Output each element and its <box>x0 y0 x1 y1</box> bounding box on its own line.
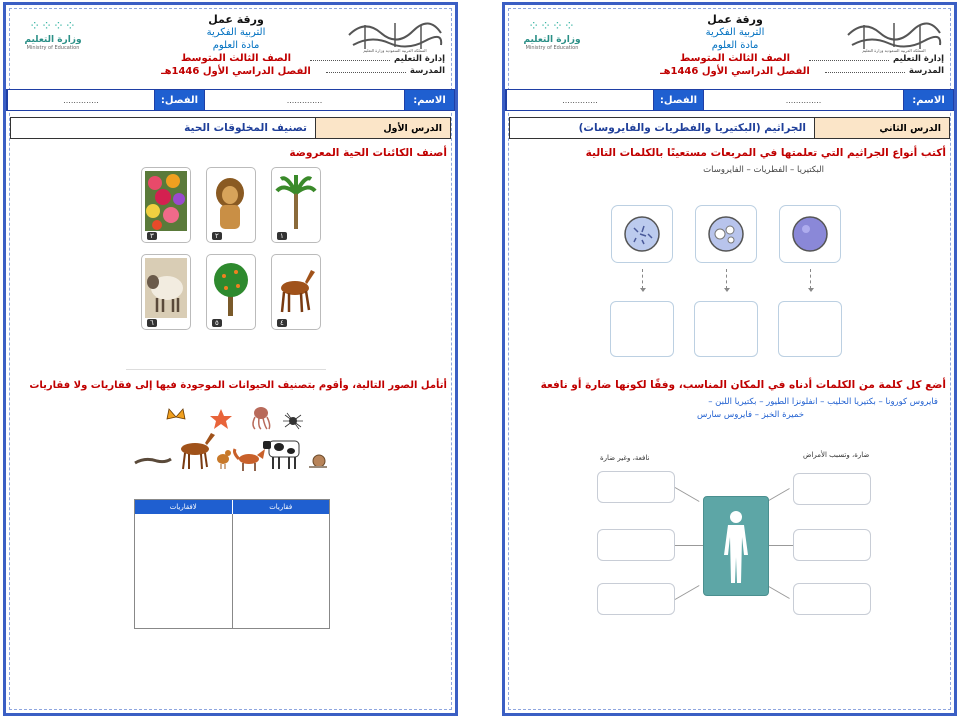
tree-icon <box>210 258 252 318</box>
class-label: الفصل: <box>154 90 204 110</box>
starfish-icon <box>210 409 232 429</box>
card-number: ٥ <box>212 319 222 327</box>
moe-logo-arabic: وزارة التعليم <box>24 35 82 45</box>
lesson-header <box>10 117 451 139</box>
moe-logo-english: Ministry of Education <box>26 45 80 51</box>
beneficial-slot-2[interactable] <box>597 529 675 561</box>
name-class-bar <box>505 89 954 111</box>
grade-text: الصف الثالث المتوسط <box>180 53 292 64</box>
octopus-icon <box>253 407 270 429</box>
moe-dots-icon: ⁘⁘⁘⁘ <box>528 19 576 34</box>
name-class-bar <box>6 89 455 111</box>
organism-card-3 <box>141 167 191 243</box>
moe-logo-arabic: وزارة التعليم <box>523 35 581 45</box>
animals-illustration <box>131 403 331 477</box>
ministry-name-text: المملكة العربية السعودية وزارة التعليم <box>363 48 427 53</box>
term-text: الفصل الدراسي الأول 1446هـ <box>161 66 311 77</box>
caption-harmful: ضارة، وتسبب الأمراض <box>803 451 870 459</box>
section-divider <box>126 369 326 370</box>
name-field[interactable]: .............. <box>204 90 404 110</box>
arrow-down-icon <box>810 269 811 289</box>
subject-line-1: التربية الفكرية <box>705 27 765 38</box>
lesson-header <box>509 117 950 139</box>
card-number: ٢ <box>212 232 222 240</box>
lesson-title: الجراثيم (البكتيريا والفطريات والفايروسات) <box>578 122 806 134</box>
subject-line-2: مادة العلوم <box>212 40 260 51</box>
fox-icon <box>235 449 266 471</box>
caption-beneficial: نافعة، وغير ضارة <box>600 454 650 462</box>
question-vertebrates: أتأمل الصور التالية، وأقوم بتصنيف الحيوانات الموجودة فيها إلى فقاريات ولا فقاريات <box>29 380 447 391</box>
subject-line-2: مادة العلوم <box>711 40 759 51</box>
worksheet-page-right <box>502 2 957 716</box>
organism-card-6 <box>141 254 191 330</box>
card-number: ٤ <box>277 319 287 327</box>
germ-cell-rods-icon <box>622 214 662 254</box>
subject-line-1: التربية الفكرية <box>206 27 266 38</box>
worksheet-page-left <box>3 2 458 716</box>
lion-icon <box>210 171 252 231</box>
question-classify: أصنف الكائنات الحية المعروضة <box>289 147 447 159</box>
sheep-icon <box>145 258 187 318</box>
snail-icon <box>309 455 327 467</box>
admin-label: إدارة التعليم <box>393 54 445 64</box>
admin-label: إدارة التعليم <box>892 54 944 64</box>
germ-cell-spores-icon <box>706 214 746 254</box>
germ-answer-box-3[interactable] <box>610 301 674 357</box>
ministry-calligraphy-logo <box>844 15 944 53</box>
name-label: الاسم: <box>903 90 953 110</box>
human-body-figure <box>703 496 769 596</box>
moe-logo <box>517 19 587 67</box>
header-vertebrates: فقاريات <box>232 500 330 514</box>
table-divider <box>232 514 233 628</box>
flowers-icon <box>145 171 187 231</box>
school-label: المدرسة <box>409 66 445 76</box>
school-label: المدرسة <box>908 66 944 76</box>
title-block <box>615 13 855 78</box>
ministry-name-text: المملكة العربية السعودية وزارة التعليم <box>862 48 926 53</box>
lizard-icon <box>135 459 171 463</box>
germ-image-2 <box>695 205 757 263</box>
ministry-calligraphy-logo <box>345 15 445 53</box>
organism-card-5 <box>206 254 256 330</box>
harmful-slot-2[interactable] <box>793 529 871 561</box>
cow-icon <box>263 441 299 469</box>
card-number: ١ <box>277 232 287 240</box>
butterfly-icon <box>167 409 185 419</box>
sheet-title: ورقة عمل <box>707 13 763 26</box>
word-bank-line-2: خميرة الخبز – فايروس سارس <box>696 410 804 420</box>
question-harmful-beneficial: أضع كل كلمة من الكلمات أدناه في المكان المناسب، وفقًا لكونها ضارة أو نافعة <box>540 379 946 391</box>
organism-card-4 <box>271 254 321 330</box>
page-header <box>6 5 455 91</box>
arrow-down-icon <box>642 269 643 289</box>
arrow-down-icon <box>726 269 727 289</box>
harmful-slot-1[interactable] <box>793 473 871 505</box>
class-field[interactable]: .............. <box>7 90 154 110</box>
table-header <box>135 500 329 514</box>
header-invertebrates: لافقاريات <box>169 503 197 511</box>
chicken-icon <box>217 450 231 469</box>
page-border <box>508 8 951 710</box>
connector-line <box>675 545 703 546</box>
lesson-number: الدرس الثاني <box>814 118 949 138</box>
horse-icon <box>275 258 317 318</box>
palm-tree-icon <box>275 171 317 231</box>
title-block <box>116 13 356 78</box>
moe-logo <box>18 19 88 67</box>
word-bank-line-1: فايروس كورونا – بكتيريا الحليب – انفلونزا الطيور – بكتيريا اللبن – <box>708 397 938 407</box>
lesson-number: الدرس الأول <box>315 118 450 138</box>
connector-line <box>767 545 793 546</box>
germ-cell-dark-icon <box>790 214 830 254</box>
beneficial-slot-1[interactable] <box>597 471 675 503</box>
organism-card-2 <box>206 167 256 243</box>
germ-answer-box-2[interactable] <box>694 301 758 357</box>
lesson-title: تصنيف المخلوقات الحية <box>184 122 307 134</box>
card-number: ٣ <box>147 232 157 240</box>
class-field[interactable]: .............. <box>506 90 653 110</box>
vertebrates-table <box>134 499 330 629</box>
page-header <box>505 5 954 91</box>
organism-card-1 <box>271 167 321 243</box>
class-label: الفصل: <box>653 90 703 110</box>
horse-icon <box>181 433 215 469</box>
card-number: ٦ <box>147 319 157 327</box>
name-label: الاسم: <box>404 90 454 110</box>
human-body-icon <box>704 497 768 595</box>
grade-text: الصف الثالث المتوسط <box>679 53 791 64</box>
harmful-slot-3[interactable] <box>793 583 871 615</box>
germ-image-1 <box>779 205 841 263</box>
moe-dots-icon: ⁘⁘⁘⁘ <box>29 19 77 34</box>
word-bank-germs: البكتيريا – الفطريات – الفايروسات <box>703 165 824 175</box>
spider-icon <box>283 413 303 429</box>
moe-logo-english: Ministry of Education <box>525 45 579 51</box>
sheet-title: ورقة عمل <box>208 13 264 26</box>
germ-answer-box-1[interactable] <box>778 301 842 357</box>
germ-image-3 <box>611 205 673 263</box>
beneficial-slot-3[interactable] <box>597 583 675 615</box>
question-germ-types: أكتب أنواع الجراثيم التي تعلمتها في المربعات مستعينًا بالكلمات التالية <box>585 147 946 159</box>
name-field[interactable]: .............. <box>703 90 903 110</box>
term-text: الفصل الدراسي الأول 1446هـ <box>660 66 810 77</box>
